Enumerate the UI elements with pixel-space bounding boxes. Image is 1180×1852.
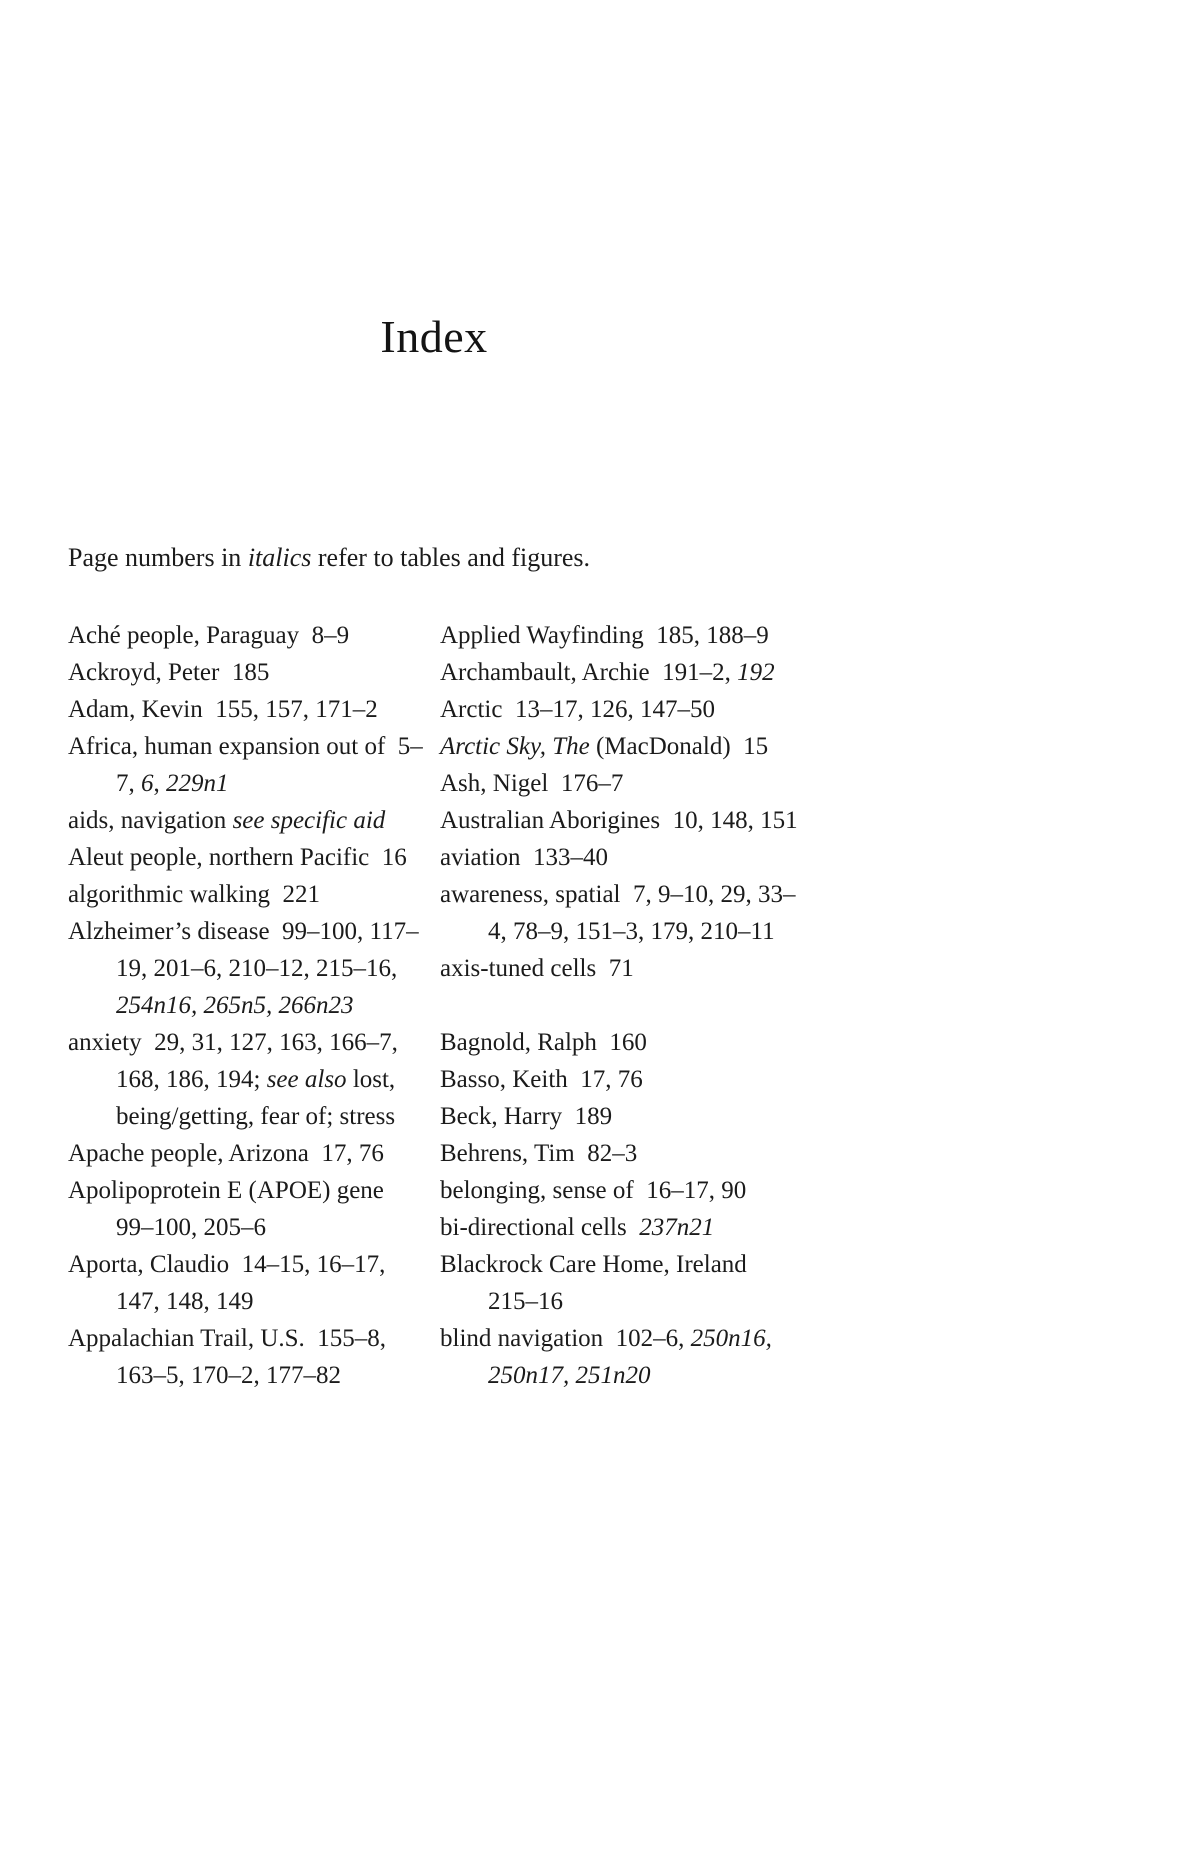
text-segment: Appalachian Trail, U.S. 155–8, 163–5, 170–2, 177–82 (68, 1325, 387, 1389)
text-segment: Archambault, Archie 191–2, (440, 659, 738, 686)
page-title: Index (380, 311, 488, 362)
italic-text-segment: see specific aid (232, 807, 386, 834)
index-entry (68, 1172, 426, 1246)
text-segment: Beck, Harry 189 (440, 1103, 613, 1130)
text-segment: awareness, spatial 7, 9–10, 29, 33–4, 78–9, 151–3, 179, 210–11 (440, 881, 796, 945)
text-segment: Australian Aborigines 10, 148, 151 (440, 807, 798, 834)
index-entry (440, 654, 800, 691)
index-entry (68, 802, 426, 839)
index-entry (440, 1135, 800, 1172)
text-segment: bi-directional cells (440, 1214, 640, 1241)
text-segment: Aché people, Paraguay 8–9 (68, 622, 350, 649)
italic-text-segment: Arctic Sky, The (440, 733, 590, 760)
index-entry (68, 1135, 426, 1172)
page-content (68, 0, 800, 1394)
italic-text-segment: 6 (141, 770, 154, 797)
text-segment: Page numbers in (68, 543, 248, 572)
text-segment: Aporta, Claudio 14–15, 16–17, 147, 148, 149 (68, 1251, 386, 1315)
text-segment: blind navigation 102–6, (440, 1325, 691, 1352)
index-column (440, 617, 800, 1394)
index-entry (440, 691, 800, 728)
index-entry (440, 802, 800, 839)
italic-text-segment: 192 (737, 659, 775, 686)
index-entry (440, 839, 800, 876)
index-entry (440, 950, 800, 987)
text-segment: Basso, Keith 17, 76 (440, 1066, 643, 1093)
index-entry (440, 876, 800, 950)
text-segment: (MacDonald) 15 (589, 733, 769, 760)
text-segment: Bagnold, Ralph 160 (440, 1029, 647, 1056)
text-segment: Arctic 13–17, 126, 147–50 (440, 696, 715, 723)
index-entry (68, 839, 426, 876)
text-segment: axis-tuned cells 71 (440, 955, 634, 982)
index-entry (68, 691, 426, 728)
index-entry (440, 1246, 800, 1320)
index-entry (440, 1320, 800, 1394)
index-entry (68, 728, 426, 802)
text-segment: lost, being/getting, fear of; stress (116, 1066, 396, 1130)
text-segment: Africa, human expansion out of 5–7, (68, 733, 423, 797)
index-entry (440, 728, 800, 765)
index-entry (68, 913, 426, 1024)
italic-text-segment: see also (266, 1066, 347, 1093)
text-segment: Behrens, Tim 82–3 (440, 1140, 638, 1167)
index-column (68, 617, 440, 1394)
text-segment: Ackroyd, Peter 185 (68, 659, 270, 686)
index-entry (68, 1246, 426, 1320)
index-entry (440, 1061, 800, 1098)
index-entry (68, 1024, 426, 1135)
index-entry (68, 654, 426, 691)
italics-note (68, 541, 800, 575)
index-columns (68, 617, 800, 1394)
italic-text-segment: 250n16, 250n17, 251n20 (488, 1325, 772, 1389)
text-segment: aids, navigation (68, 807, 233, 834)
index-entry (68, 617, 426, 654)
text-segment: Ash, Nigel 176–7 (440, 770, 624, 797)
italic-text-segment: 237n21 (639, 1214, 715, 1241)
text-segment: Aleut people, northern Pacific 16 (68, 844, 407, 871)
index-entry (440, 617, 800, 654)
italic-text-segment: italics (247, 543, 312, 572)
text-segment: belonging, sense of 16–17, 90 (440, 1177, 747, 1204)
text-segment: , (153, 770, 166, 797)
text-segment: Blackrock Care Home, Ireland 215–16 (440, 1251, 760, 1315)
text-segment: algorithmic walking 221 (68, 881, 321, 908)
text-segment: refer to tables and figures. (311, 543, 591, 572)
index-entry (68, 876, 426, 913)
text-segment: anxiety 29, 31, 127, 163, 166–7, 168, 186, 194; (68, 1029, 398, 1093)
index-entry (440, 1024, 800, 1061)
index-entry (440, 765, 800, 802)
index-entry (440, 1172, 800, 1209)
text-segment: Apolipoprotein E (APOE) gene 99–100, 205–6 (68, 1177, 397, 1241)
text-segment: Adam, Kevin 155, 157, 171–2 (68, 696, 378, 723)
text-segment: Apache people, Arizona 17, 76 (68, 1140, 384, 1167)
text-segment: Applied Wayfinding 185, 188–9 (440, 622, 769, 649)
index-entry (68, 1320, 426, 1394)
italic-text-segment: 254n16, 265n5, 266n23 (116, 992, 354, 1019)
index-entry (440, 1209, 800, 1246)
text-segment: Alzheimer’s disease 99–100, 117–19, 201–6, 210–12, 215–16, (68, 918, 419, 982)
italic-text-segment: 229n1 (166, 770, 229, 797)
text-segment: aviation 133–40 (440, 844, 609, 871)
index-entry (440, 1098, 800, 1135)
